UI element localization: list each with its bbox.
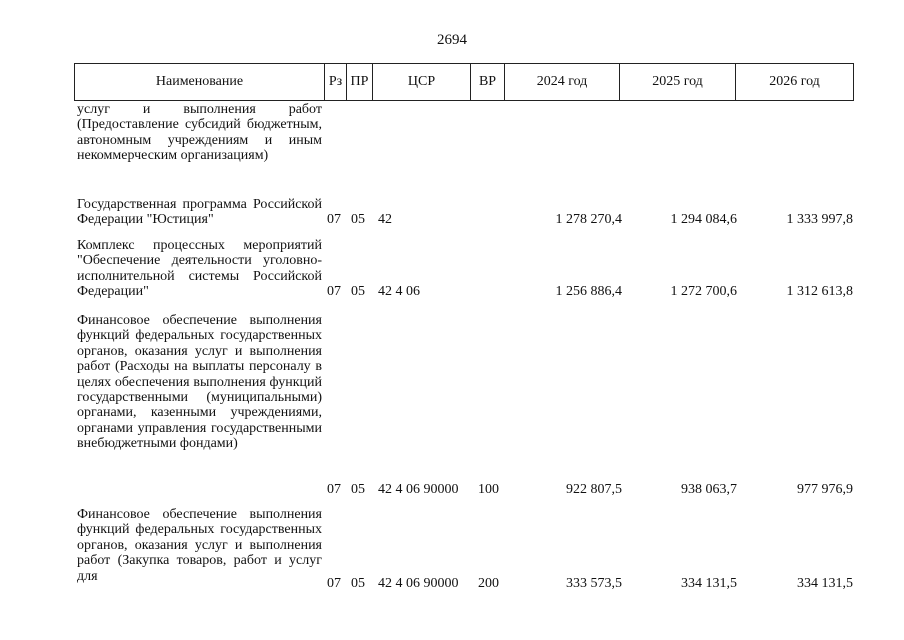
row-2024: 1 278 270,4 — [555, 212, 622, 228]
row-pr: 05 — [351, 482, 365, 498]
row-rz: 07 — [327, 576, 341, 592]
row-2025: 334 131,5 — [681, 576, 737, 592]
row-csr: 42 — [378, 212, 392, 228]
col-header-2026: 2026 год — [769, 74, 820, 89]
row-name: Государственная программа Российской Федерации "Юстиция" — [77, 197, 322, 228]
row-2025: 1 294 084,6 — [670, 212, 737, 228]
row-csr: 42 4 06 — [378, 284, 420, 300]
row-csr: 42 4 06 90000 — [378, 482, 459, 498]
row-2024: 333 573,5 — [566, 576, 622, 592]
row-2024: 922 807,5 — [566, 482, 622, 498]
row-2026: 1 333 997,8 — [786, 212, 853, 228]
col-header-csr: ЦСР — [373, 64, 471, 100]
row-2026: 977 976,9 — [797, 482, 853, 498]
row-name: Финансовое обеспечение выполнения функций федеральных государственных органов, оказания услуг и выполнения работ (Расходы на выплаты персоналу в целях обеспечения выполнения функций государственными (муниципальными) органами, казенными учреждениями, органами управления государственными внебюджетными фондами) — [77, 313, 322, 452]
row-pr: 05 — [351, 284, 365, 300]
col-header-2024: 2024 год — [505, 64, 620, 100]
col-header-vr: ВР — [471, 64, 505, 100]
row-name: Финансовое обеспечение выполнения функций федеральных государственных органов, оказания услуг и выполнения работ (Закупка товаров, работ и услуг для — [77, 507, 322, 584]
page-number: 2694 — [437, 32, 467, 48]
row-csr: 42 4 06 90000 — [378, 576, 459, 592]
row-2025: 1 272 700,6 — [670, 284, 737, 300]
row-name: Комплекс процессных мероприятий "Обеспечение деятельности уголовно-исполнительной системы Российской Федерации" — [77, 238, 322, 300]
row-2025: 938 063,7 — [681, 482, 737, 498]
row-rz: 07 — [327, 482, 341, 498]
col-header-rz: Рз — [325, 64, 347, 100]
col-header-pr: ПР — [347, 64, 373, 100]
row-pr: 05 — [351, 576, 365, 592]
row-2024: 1 256 886,4 — [555, 284, 622, 300]
table-header — [74, 63, 854, 101]
col-header-2025: 2025 год — [620, 64, 736, 100]
row-vr: 200 — [478, 576, 499, 592]
row-2026: 1 312 613,8 — [786, 284, 853, 300]
row-pr: 05 — [351, 212, 365, 228]
row-name: услуг и выполнения работ (Предоставление субсидий бюджетным, автономным учреждениям и иным некоммерческим организациям) — [77, 102, 322, 164]
row-2026: 334 131,5 — [797, 576, 853, 592]
row-rz: 07 — [327, 284, 341, 300]
col-header-name: Наименование — [75, 64, 325, 100]
row-rz: 07 — [327, 212, 341, 228]
row-vr: 100 — [478, 482, 499, 498]
